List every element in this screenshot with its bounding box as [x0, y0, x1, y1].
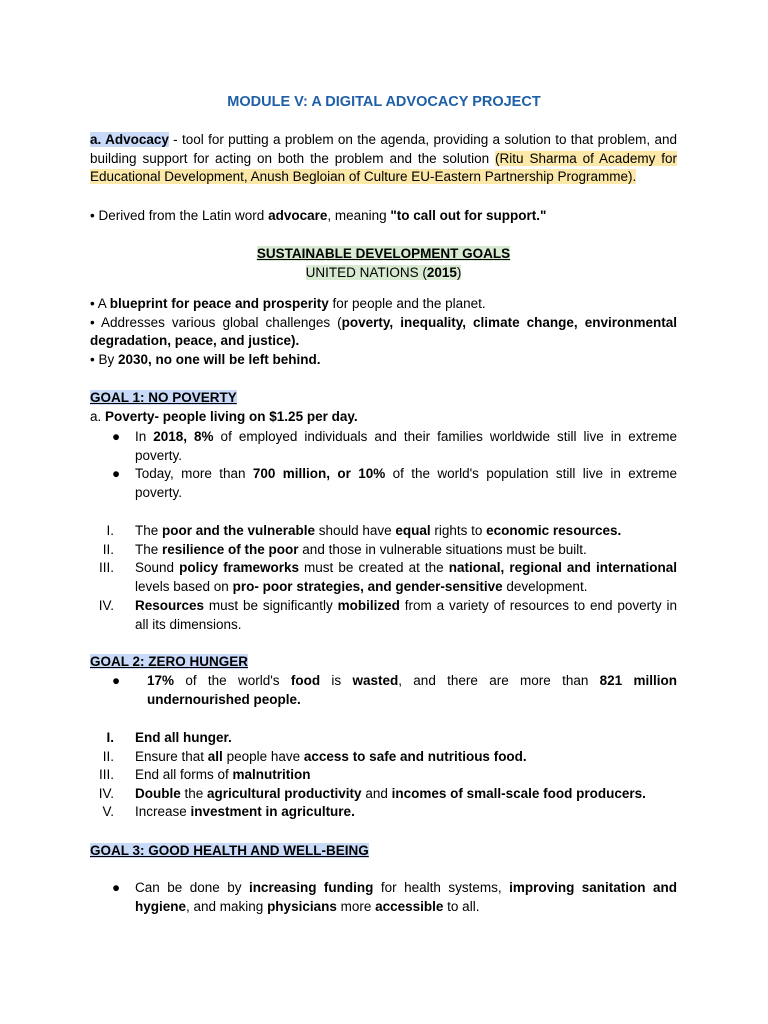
goal2-item-3: End all forms of malnutrition — [135, 767, 311, 782]
derivation-meaning: "to call out for support." — [390, 208, 547, 223]
goal3-heading: GOAL 3: GOOD HEALTH AND WELL-BEING — [90, 843, 369, 858]
goal3-bullet-1: Can be done by increasing funding for health systems, improving sanitation and hygiene, and making physicians more accessible to all. — [135, 880, 677, 914]
goal2-item-5: Increase investment in agriculture. — [135, 804, 355, 819]
bullet-icon: ● — [112, 673, 121, 688]
goal2-item-1: End all hunger. — [135, 730, 232, 745]
roman-numeral: II. — [102, 749, 114, 764]
bullet-icon: ● — [112, 880, 121, 895]
roman-numeral: V. — [102, 804, 114, 819]
goal1-item-4: Resources must be significantly mobilized from a variety of resources to end poverty in all its dimensions. — [135, 598, 678, 632]
sdg-year: 2015 — [426, 264, 457, 280]
goal2-heading-row — [90, 653, 677, 672]
roman-numeral: I. — [106, 523, 114, 538]
sdg-point: • Addresses various global challenges (poverty, inequality, climate change, environmental degradation, peace, and justice). — [90, 314, 677, 349]
advocacy-definition — [90, 131, 677, 187]
advocacy-source: (Ritu Sharma of Academy for Educational Development, Anush Begloian of Culture EU-Eastern Partnership Programme). — [90, 150, 677, 185]
goal1-heading: GOAL 1: NO POVERTY — [90, 390, 237, 405]
goal1-item-3: Sound policy frameworks must be created at the national, regional and international levels based on pro- poor strategies, and gender-sensitive development. — [135, 560, 677, 594]
goal1-bullet-1: In 2018, 8% of employed individuals and their families worldwide still live in extreme poverty. — [135, 429, 677, 463]
sdg-subheading — [306, 265, 462, 280]
roman-numeral: III. — [98, 767, 114, 782]
goal2-item-4: Double the agricultural productivity and incomes of small-scale food producers. — [135, 786, 646, 801]
derivation-text: , meaning — [327, 208, 391, 223]
roman-numeral: I. — [106, 730, 114, 745]
roman-numeral: IV. — [98, 786, 114, 801]
roman-numeral: IV. — [98, 598, 114, 613]
goal1-definition: a. Poverty- people living on $1.25 per day. — [90, 409, 358, 424]
goal1-heading-row — [90, 389, 677, 408]
bullet-icon: ● — [112, 466, 121, 481]
advocacy-derivation — [90, 207, 677, 226]
sdg-points — [90, 295, 677, 369]
advocacy-text: - tool for putting a problem on the agenda, providing a solution to that problem, and building support for acting on both the problem and the solution — [90, 132, 677, 166]
sdg-heading-block — [90, 245, 677, 282]
sdg-heading: SUSTAINABLE DEVELOPMENT GOALS — [256, 246, 511, 261]
bullet-icon: ● — [112, 429, 121, 444]
goal2-heading: GOAL 2: ZERO HUNGER — [90, 654, 249, 669]
sdg-subheading-text: UNITED NATIONS ( — [305, 264, 427, 280]
sdg-subheading-text: ) — [456, 264, 462, 280]
derivation-text: • Derived from the Latin word — [90, 208, 269, 223]
roman-numeral: II. — [102, 542, 114, 557]
goal1-bullet-2: Today, more than 700 million, or 10% of the world's population still live in extreme poverty. — [135, 466, 678, 500]
goal1-item-1: The poor and the vulnerable should have equal rights to economic resources. — [135, 523, 622, 538]
sdg-point: • By 2030, no one will be left behind. — [90, 351, 321, 367]
roman-numeral: III. — [98, 560, 114, 575]
derivation-word: advocare — [268, 208, 328, 223]
goal1-item-2: The resilience of the poor and those in vulnerable situations must be built. — [135, 542, 587, 557]
goal2-item-2: Ensure that all people have access to safe and nutritious food. — [135, 749, 527, 764]
page-title: MODULE V: A DIGITAL ADVOCACY PROJECT — [227, 94, 541, 110]
goal3-heading-row — [90, 842, 677, 861]
advocacy-term: a. Advocacy — [90, 132, 169, 147]
goal2-bullet-1: 17% of the world's food is wasted, and there are more than 821 million undernourished people. — [147, 673, 677, 707]
sdg-point: • A blueprint for peace and prosperity for people and the planet. — [90, 296, 486, 311]
